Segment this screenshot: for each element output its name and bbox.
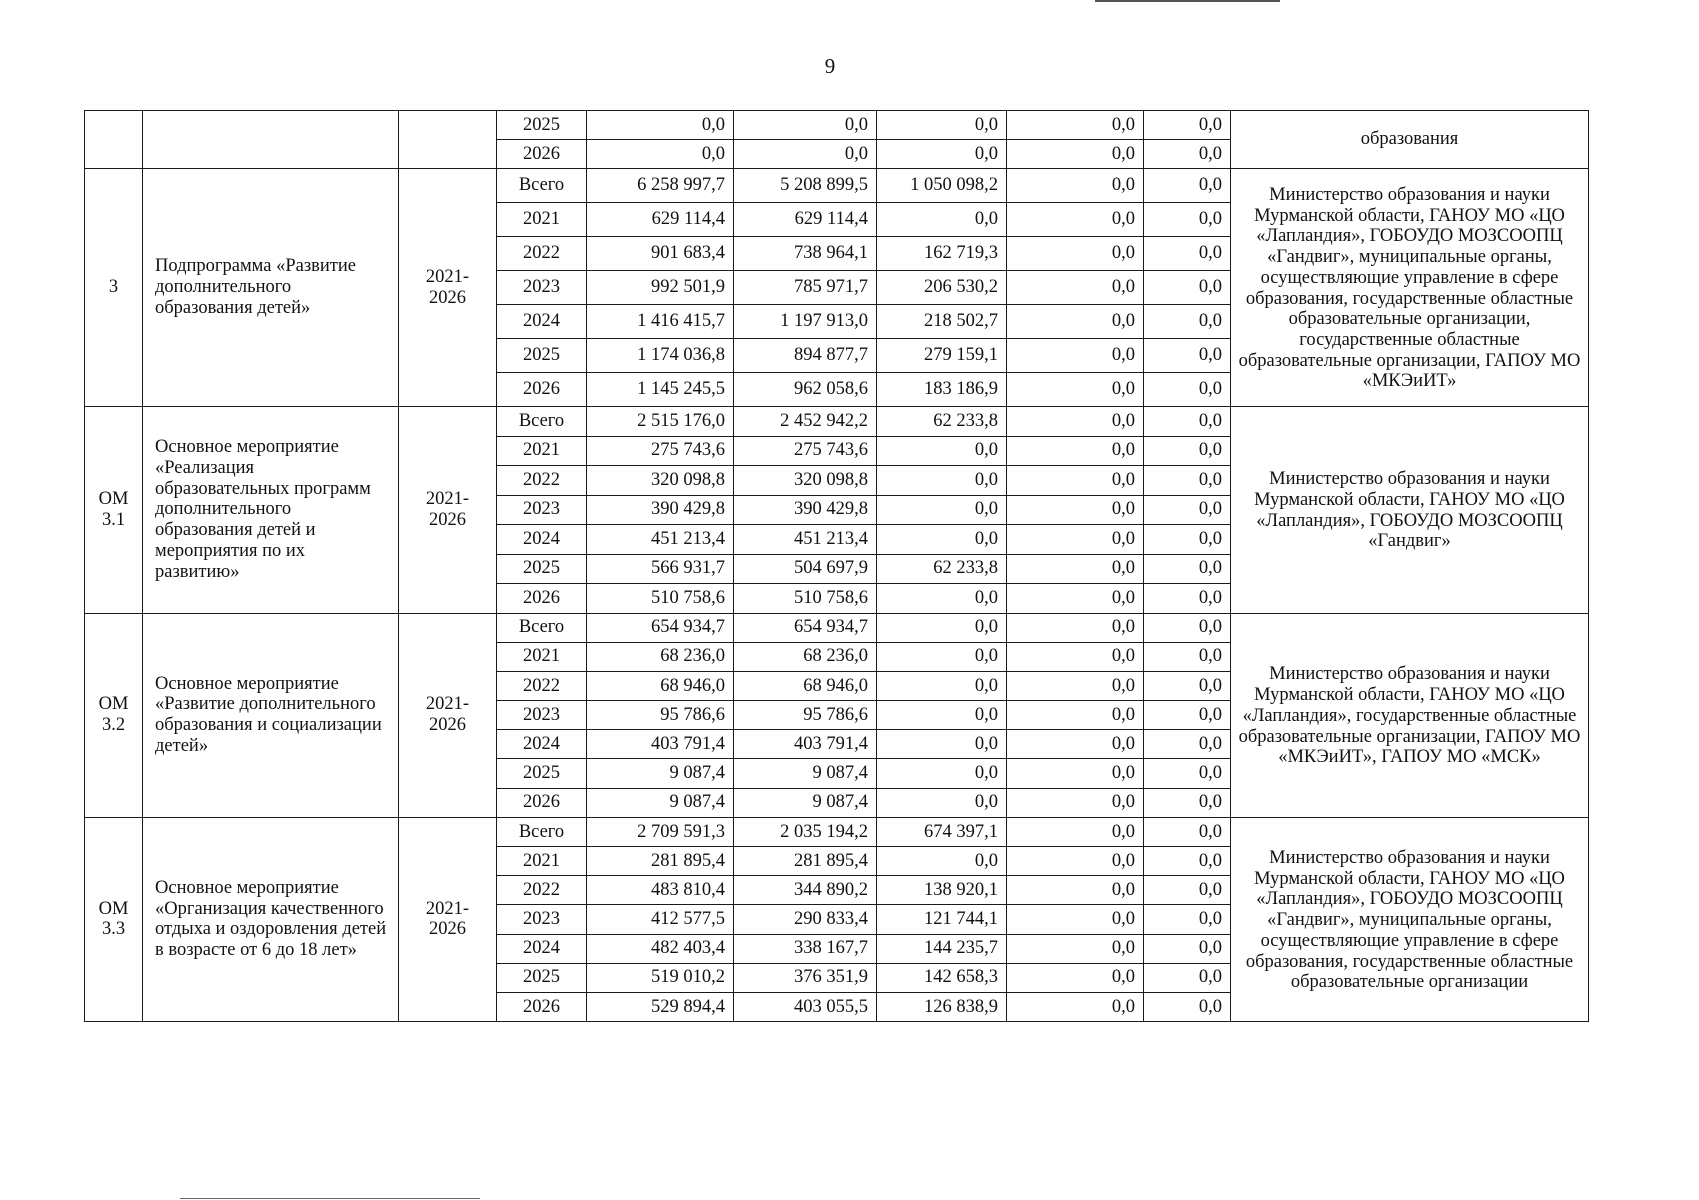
amount-cell: 0,0 xyxy=(1144,237,1231,271)
amount-cell: 0,0 xyxy=(1007,817,1144,846)
amount-cell: 5 208 899,5 xyxy=(734,169,877,203)
year-cell: 2023 xyxy=(497,271,587,305)
amount-cell: 0,0 xyxy=(877,436,1007,466)
amount-cell: 901 683,4 xyxy=(587,237,734,271)
amount-cell: 1 174 036,8 xyxy=(587,339,734,373)
amount-cell: 674 397,1 xyxy=(877,817,1007,846)
year-cell: 2024 xyxy=(497,730,587,759)
amount-cell: 0,0 xyxy=(1007,934,1144,963)
amount-cell: 338 167,7 xyxy=(734,934,877,963)
amount-cell: 0,0 xyxy=(1144,203,1231,237)
amount-cell: 95 786,6 xyxy=(587,701,734,730)
amount-cell: 529 894,4 xyxy=(587,992,734,1021)
amount-cell: 68 946,0 xyxy=(734,671,877,700)
year-cell: 2026 xyxy=(497,788,587,817)
amount-cell: 0,0 xyxy=(1144,554,1231,584)
year-cell: 2026 xyxy=(497,373,587,407)
amount-cell: 2 035 194,2 xyxy=(734,817,877,846)
amount-cell: 0,0 xyxy=(877,111,1007,140)
amount-cell: 0,0 xyxy=(1144,876,1231,905)
amount-cell: 0,0 xyxy=(1144,373,1231,407)
item-name-cell: Основное мероприятие «Развитие дополнительного образования и социализации детей» xyxy=(143,613,399,817)
amount-cell: 0,0 xyxy=(877,671,1007,700)
amount-cell: 0,0 xyxy=(1144,305,1231,339)
amount-cell: 0,0 xyxy=(1007,495,1144,525)
amount-cell: 0,0 xyxy=(877,584,1007,614)
executor-cell: Министерство образования и науки Мурманской области, ГАНОУ МО «ЦО «Лапландия», государственные областные образовательные организации, ГАПОУ МО «МКЭиИТ», ГАПОУ МО «МСК» xyxy=(1231,613,1589,817)
executor-cell: Министерство образования и науки Мурманской области, ГАНОУ МО «ЦО «Лапландия», ГОБОУДО МОЗСООПЦ «Гандвиг» xyxy=(1231,407,1589,614)
year-cell: 2022 xyxy=(497,671,587,700)
year-cell: Всего xyxy=(497,613,587,642)
amount-cell: 2 515 176,0 xyxy=(587,407,734,437)
amount-cell: 2 709 591,3 xyxy=(587,817,734,846)
amount-cell: 144 235,7 xyxy=(877,934,1007,963)
year-cell: Всего xyxy=(497,407,587,437)
amount-cell: 1 050 098,2 xyxy=(877,169,1007,203)
amount-cell: 68 236,0 xyxy=(734,642,877,671)
amount-cell: 68 946,0 xyxy=(587,671,734,700)
amount-cell: 0,0 xyxy=(1007,730,1144,759)
amount-cell: 566 931,7 xyxy=(587,554,734,584)
table-row xyxy=(85,613,1589,642)
amount-cell: 510 758,6 xyxy=(587,584,734,614)
amount-cell: 62 233,8 xyxy=(877,554,1007,584)
amount-cell: 0,0 xyxy=(1144,788,1231,817)
year-cell: 2023 xyxy=(497,701,587,730)
amount-cell: 451 213,4 xyxy=(734,525,877,555)
year-cell: 2022 xyxy=(497,876,587,905)
amount-cell: 0,0 xyxy=(1144,495,1231,525)
amount-cell: 9 087,4 xyxy=(587,759,734,788)
amount-cell: 0,0 xyxy=(877,613,1007,642)
item-period-cell: 2021- 2026 xyxy=(399,169,497,407)
amount-cell: 785 971,7 xyxy=(734,271,877,305)
amount-cell: 0,0 xyxy=(1007,847,1144,876)
amount-cell: 0,0 xyxy=(877,788,1007,817)
amount-cell: 962 058,6 xyxy=(734,373,877,407)
item-name-cell xyxy=(143,111,399,169)
amount-cell: 0,0 xyxy=(877,701,1007,730)
item-period-cell: 2021- 2026 xyxy=(399,817,497,1021)
amount-cell: 0,0 xyxy=(1144,963,1231,992)
amount-cell: 126 838,9 xyxy=(877,992,1007,1021)
year-cell: 2021 xyxy=(497,436,587,466)
amount-cell: 0,0 xyxy=(587,111,734,140)
amount-cell: 0,0 xyxy=(1007,963,1144,992)
year-cell: Всего xyxy=(497,817,587,846)
amount-cell: 0,0 xyxy=(877,759,1007,788)
amount-cell: 0,0 xyxy=(1007,169,1144,203)
amount-cell: 403 791,4 xyxy=(587,730,734,759)
amount-cell: 992 501,9 xyxy=(587,271,734,305)
item-period-cell xyxy=(399,111,497,169)
amount-cell: 279 159,1 xyxy=(877,339,1007,373)
amount-cell: 0,0 xyxy=(877,495,1007,525)
amount-cell: 0,0 xyxy=(1144,339,1231,373)
amount-cell: 121 744,1 xyxy=(877,905,1007,934)
item-number-cell: 3 xyxy=(85,169,143,407)
amount-cell: 320 098,8 xyxy=(587,466,734,496)
amount-cell: 344 890,2 xyxy=(734,876,877,905)
amount-cell: 376 351,9 xyxy=(734,963,877,992)
amount-cell: 0,0 xyxy=(1144,436,1231,466)
amount-cell: 0,0 xyxy=(734,111,877,140)
item-name-cell: Основное мероприятие «Организация качественного отдыха и оздоровления детей в возрасте от 6 до 18 лет» xyxy=(143,817,399,1021)
amount-cell: 138 920,1 xyxy=(877,876,1007,905)
amount-cell: 0,0 xyxy=(877,203,1007,237)
year-cell: 2024 xyxy=(497,305,587,339)
amount-cell: 412 577,5 xyxy=(587,905,734,934)
amount-cell: 0,0 xyxy=(877,730,1007,759)
amount-cell: 206 530,2 xyxy=(877,271,1007,305)
amount-cell: 403 055,5 xyxy=(734,992,877,1021)
item-period-cell: 2021- 2026 xyxy=(399,407,497,614)
item-number-cell: ОМ 3.3 xyxy=(85,817,143,1021)
footer-rule xyxy=(180,1198,480,1199)
amount-cell: 0,0 xyxy=(1007,759,1144,788)
amount-cell: 0,0 xyxy=(1007,584,1144,614)
year-cell: 2023 xyxy=(497,495,587,525)
amount-cell: 0,0 xyxy=(1007,203,1144,237)
year-cell: 2022 xyxy=(497,237,587,271)
amount-cell: 62 233,8 xyxy=(877,407,1007,437)
amount-cell: 0,0 xyxy=(1007,373,1144,407)
amount-cell: 0,0 xyxy=(1007,237,1144,271)
amount-cell: 0,0 xyxy=(1007,407,1144,437)
year-cell: 2022 xyxy=(497,466,587,496)
amount-cell: 9 087,4 xyxy=(587,788,734,817)
amount-cell: 390 429,8 xyxy=(734,495,877,525)
amount-cell: 0,0 xyxy=(1144,584,1231,614)
amount-cell: 0,0 xyxy=(1144,525,1231,555)
header-rule xyxy=(1095,0,1280,2)
amount-cell: 0,0 xyxy=(877,847,1007,876)
amount-cell: 654 934,7 xyxy=(587,613,734,642)
item-name-cell: Подпрограмма «Развитие дополнительного образования детей» xyxy=(143,169,399,407)
amount-cell: 0,0 xyxy=(1144,271,1231,305)
amount-cell: 0,0 xyxy=(1144,169,1231,203)
amount-cell: 0,0 xyxy=(1144,934,1231,963)
amount-cell: 0,0 xyxy=(1144,817,1231,846)
amount-cell: 0,0 xyxy=(734,140,877,169)
amount-cell: 0,0 xyxy=(1144,992,1231,1021)
amount-cell: 0,0 xyxy=(1144,701,1231,730)
amount-cell: 183 186,9 xyxy=(877,373,1007,407)
amount-cell: 0,0 xyxy=(1144,905,1231,934)
amount-cell: 275 743,6 xyxy=(734,436,877,466)
amount-cell: 390 429,8 xyxy=(587,495,734,525)
amount-cell: 290 833,4 xyxy=(734,905,877,934)
amount-cell: 0,0 xyxy=(1144,730,1231,759)
year-cell: 2026 xyxy=(497,584,587,614)
year-cell: 2021 xyxy=(497,203,587,237)
executor-cell: Министерство образования и науки Мурманской области, ГАНОУ МО «ЦО «Лапландия», ГОБОУДО МОЗСООПЦ «Гандвиг», муниципальные органы, осуществляющие управление в сфере образования, государственные областные образовательные организации xyxy=(1231,817,1589,1021)
amount-cell: 68 236,0 xyxy=(587,642,734,671)
page-number: 9 xyxy=(824,54,836,78)
amount-cell: 0,0 xyxy=(1144,847,1231,876)
amount-cell: 0,0 xyxy=(1007,339,1144,373)
year-cell: 2026 xyxy=(497,992,587,1021)
amount-cell: 1 197 913,0 xyxy=(734,305,877,339)
amount-cell: 0,0 xyxy=(1144,466,1231,496)
amount-cell: 6 258 997,7 xyxy=(587,169,734,203)
year-cell: 2025 xyxy=(497,759,587,788)
year-cell: Всего xyxy=(497,169,587,203)
executor-cell: образования xyxy=(1231,111,1589,169)
year-cell: 2021 xyxy=(497,642,587,671)
amount-cell: 1 416 415,7 xyxy=(587,305,734,339)
amount-cell: 0,0 xyxy=(1007,788,1144,817)
year-cell: 2025 xyxy=(497,963,587,992)
item-number-cell: ОМ 3.1 xyxy=(85,407,143,614)
year-cell: 2026 xyxy=(497,140,587,169)
amount-cell: 0,0 xyxy=(1007,992,1144,1021)
amount-cell: 142 658,3 xyxy=(877,963,1007,992)
amount-cell: 451 213,4 xyxy=(587,525,734,555)
amount-cell: 9 087,4 xyxy=(734,788,877,817)
table-row xyxy=(85,111,1589,140)
amount-cell: 738 964,1 xyxy=(734,237,877,271)
amount-cell: 0,0 xyxy=(877,140,1007,169)
amount-cell: 0,0 xyxy=(1007,701,1144,730)
year-cell: 2023 xyxy=(497,905,587,934)
item-period-cell: 2021- 2026 xyxy=(399,613,497,817)
amount-cell: 894 877,7 xyxy=(734,339,877,373)
item-number-cell: ОМ 3.2 xyxy=(85,613,143,817)
item-number-cell xyxy=(85,111,143,169)
amount-cell: 0,0 xyxy=(1007,111,1144,140)
amount-cell: 9 087,4 xyxy=(734,759,877,788)
amount-cell: 654 934,7 xyxy=(734,613,877,642)
amount-cell: 0,0 xyxy=(1007,140,1144,169)
amount-cell: 519 010,2 xyxy=(587,963,734,992)
amount-cell: 0,0 xyxy=(1007,554,1144,584)
amount-cell: 504 697,9 xyxy=(734,554,877,584)
amount-cell: 0,0 xyxy=(1007,436,1144,466)
amount-cell: 0,0 xyxy=(1007,271,1144,305)
amount-cell: 0,0 xyxy=(1007,876,1144,905)
amount-cell: 483 810,4 xyxy=(587,876,734,905)
year-cell: 2024 xyxy=(497,525,587,555)
amount-cell: 0,0 xyxy=(587,140,734,169)
amount-cell: 275 743,6 xyxy=(587,436,734,466)
amount-cell: 0,0 xyxy=(877,466,1007,496)
amount-cell: 0,0 xyxy=(1144,759,1231,788)
amount-cell: 0,0 xyxy=(1007,642,1144,671)
amount-cell: 95 786,6 xyxy=(734,701,877,730)
year-cell: 2021 xyxy=(497,847,587,876)
amount-cell: 482 403,4 xyxy=(587,934,734,963)
table-row xyxy=(85,169,1589,203)
amount-cell: 0,0 xyxy=(877,642,1007,671)
table-row xyxy=(85,817,1589,846)
amount-cell: 629 114,4 xyxy=(734,203,877,237)
amount-cell: 281 895,4 xyxy=(587,847,734,876)
amount-cell: 0,0 xyxy=(1007,613,1144,642)
amount-cell: 320 098,8 xyxy=(734,466,877,496)
year-cell: 2025 xyxy=(497,111,587,140)
amount-cell: 162 719,3 xyxy=(877,237,1007,271)
amount-cell: 2 452 942,2 xyxy=(734,407,877,437)
budget-table xyxy=(84,110,1589,1022)
item-name-cell: Основное мероприятие «Реализация образовательных программ дополнительного образования детей и мероприятия по их развитию» xyxy=(143,407,399,614)
amount-cell: 403 791,4 xyxy=(734,730,877,759)
amount-cell: 0,0 xyxy=(1144,642,1231,671)
amount-cell: 0,0 xyxy=(1007,525,1144,555)
amount-cell: 0,0 xyxy=(1007,466,1144,496)
amount-cell: 0,0 xyxy=(1007,671,1144,700)
year-cell: 2025 xyxy=(497,339,587,373)
amount-cell: 0,0 xyxy=(1144,613,1231,642)
year-cell: 2025 xyxy=(497,554,587,584)
amount-cell: 0,0 xyxy=(1007,905,1144,934)
amount-cell: 218 502,7 xyxy=(877,305,1007,339)
amount-cell: 629 114,4 xyxy=(587,203,734,237)
amount-cell: 0,0 xyxy=(1144,140,1231,169)
amount-cell: 0,0 xyxy=(1144,407,1231,437)
executor-cell: Министерство образования и науки Мурманской области, ГАНОУ МО «ЦО «Лапландия», ГОБОУДО МОЗСООПЦ «Гандвиг», муниципальные органы, осуществляющие управление в сфере образования, государственные областные образовательные организации, государственные областные образовательные организации, ГАПОУ МО «МКЭиИТ» xyxy=(1231,169,1589,407)
amount-cell: 281 895,4 xyxy=(734,847,877,876)
table-row xyxy=(85,407,1589,437)
amount-cell: 0,0 xyxy=(1144,111,1231,140)
year-cell: 2024 xyxy=(497,934,587,963)
amount-cell: 1 145 245,5 xyxy=(587,373,734,407)
amount-cell: 0,0 xyxy=(1144,671,1231,700)
amount-cell: 0,0 xyxy=(1007,305,1144,339)
amount-cell: 510 758,6 xyxy=(734,584,877,614)
amount-cell: 0,0 xyxy=(877,525,1007,555)
